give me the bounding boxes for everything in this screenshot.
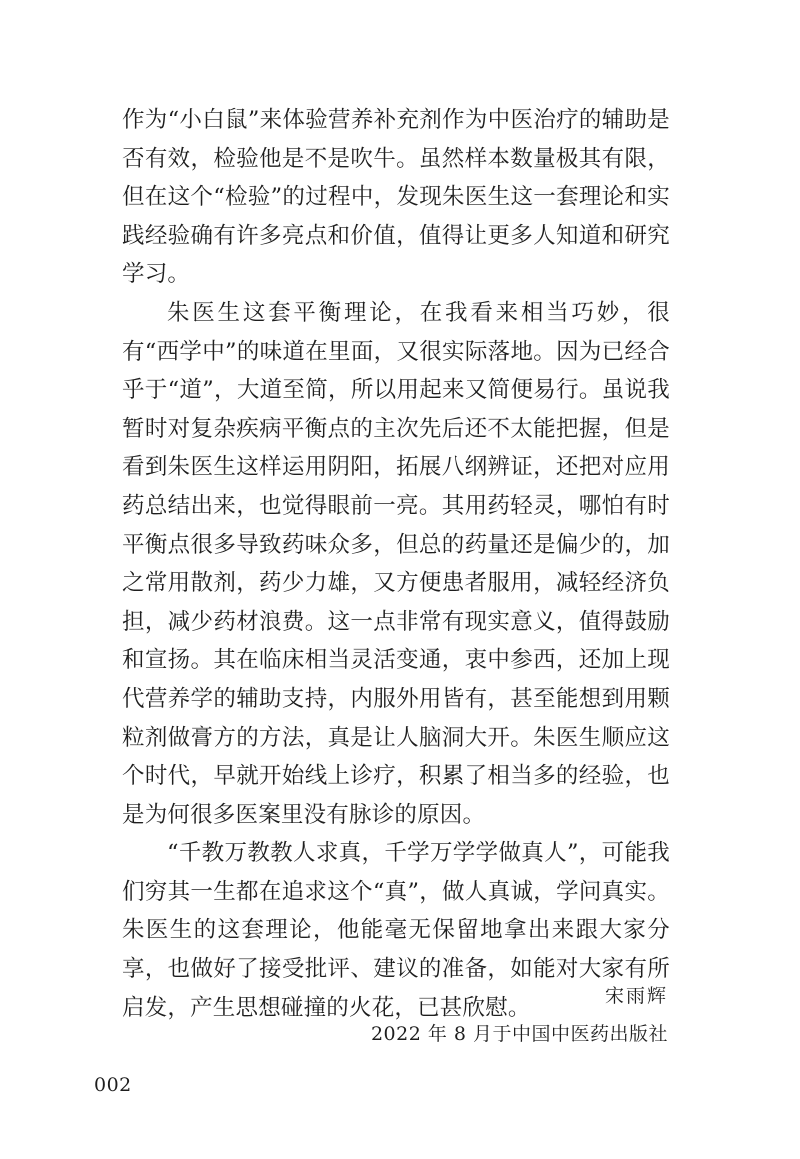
- body-text: [122, 101, 670, 1027]
- paragraph-seeking-truth: “千教万教教人求真，千学万学学做真人”，可能我们穷其一生都在追求这个“真”，做人真诚，学问真实。朱医生的这套理论，他能毫无保留地拿出来跟大家分享，也做好了接受批评、建议的准备，如能对大家有所启发，产生思想碰撞的火花，已甚欣慰。: [122, 840, 670, 1021]
- date-and-place: 2022 年 8 月于中国中医药出版社: [370, 1023, 668, 1045]
- paragraph-continued: 作为“小白鼠”来体验营养补充剂作为中医治疗的辅助是否有效，检验他是不是吹牛。虽然样本数量极其有限，但在这个“检验”的过程中，发现朱医生这一套理论和实践经验确有许多亮点和价值，值得让更多人知道和研究学习。: [122, 107, 670, 288]
- paragraph-balance-theory: 朱医生这套平衡理论，在我看来相当巧妙，很有“西学中”的味道在里面，又很实际落地。因为已经合乎于“道”，大道至简，所以用起来又简便易行。虽说我暂时对复杂疾病平衡点的主次先后还不太能把握，但是看到朱医生这样运用阴阳，拓展八纲辨证，还把对应用药总结出来，也觉得眼前一亮。其用药轻灵，哪怕有时平衡点很多导致药味众多，但总的药量还是偏少的，加之常用散剂，药少力雄，又方便患者服用，减轻经济负担，减少药材浪费。这一点非常有现实意义，值得鼓励和宣扬。其在临床相当灵活变通，衷中参西，还加上现代营养学的辅助支持，内服外用皆有，甚至能想到用颗粒剂做膏方的方法，真是让人脑洞大开。朱医生顺应这个时代，早就开始线上诊疗，积累了相当多的经验，也是为何很多医案里没有脉诊的原因。: [122, 299, 670, 828]
- author-signature: 宋雨辉: [604, 985, 668, 1007]
- page-number: 002: [94, 1074, 132, 1096]
